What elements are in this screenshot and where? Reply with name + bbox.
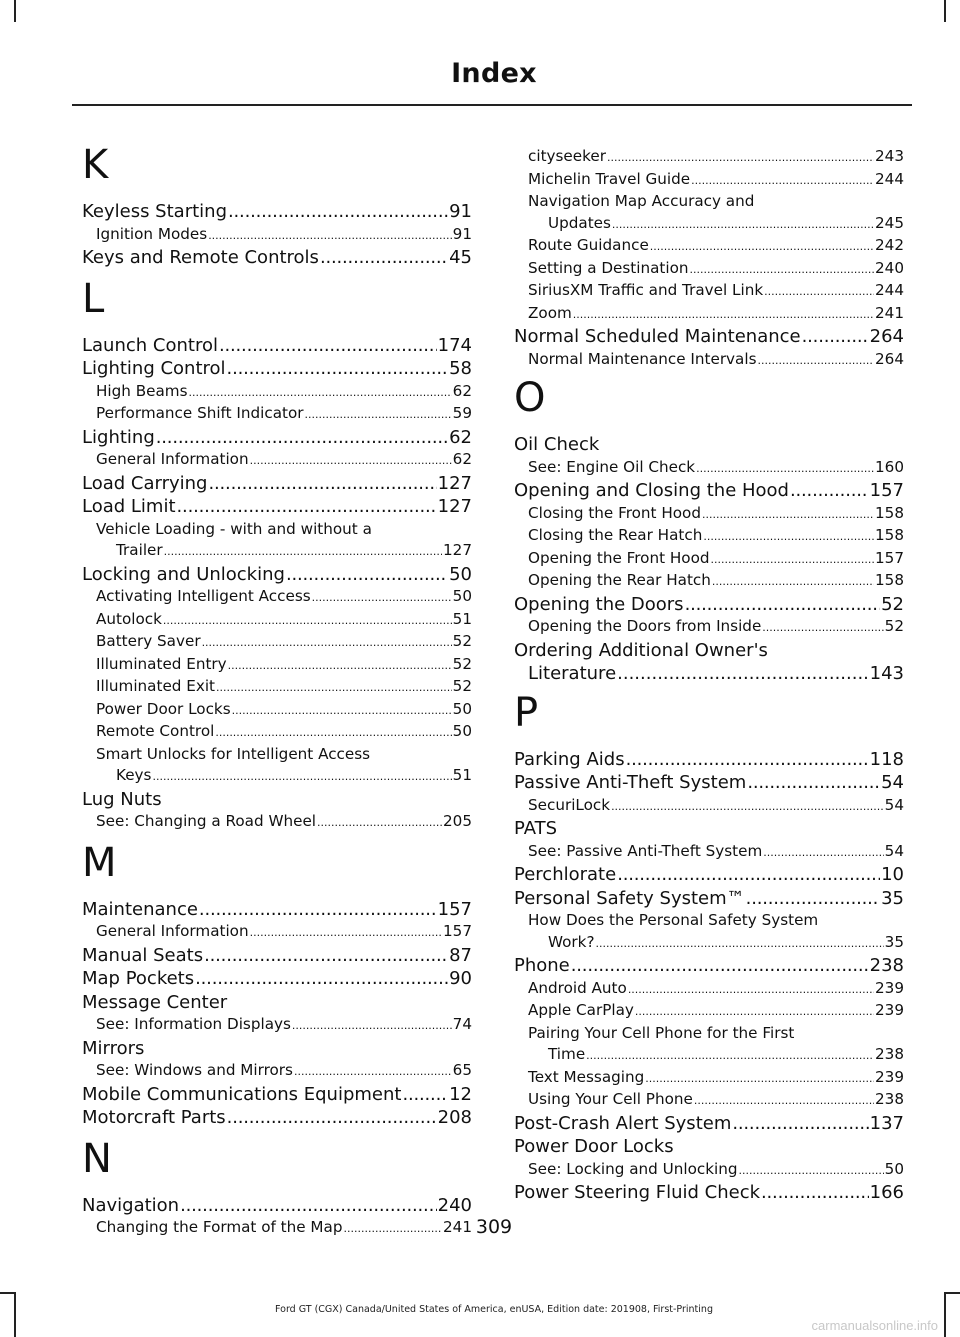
index-entry[interactable]: Opening the Doors ..... 52: [514, 593, 904, 617]
index-subentry[interactable]: Battery Saver ..... 52: [82, 631, 472, 654]
section-letter: N: [82, 1135, 112, 1182]
section-letter: P: [514, 689, 539, 736]
index-entry[interactable]: Oil Check: [514, 434, 600, 455]
index-entry[interactable]: Map Pockets ..... 90: [82, 967, 472, 991]
index-subentry[interactable]: Michelin Travel Guide ..... 244: [514, 169, 904, 192]
index-subentry[interactable]: See: Passive Anti-Theft System ..... 54: [514, 841, 904, 864]
index-subentry[interactable]: Using Your Cell Phone ..... 238: [514, 1089, 904, 1112]
section-letter: M: [82, 839, 117, 886]
index-subentry[interactable]: Setting a Destination ..... 240: [514, 258, 904, 281]
index-subentry[interactable]: See: Engine Oil Check ..... 160: [514, 457, 904, 480]
index-subentry[interactable]: Illuminated Entry ..... 52: [82, 654, 472, 677]
index-subentry[interactable]: High Beams ..... 62: [82, 381, 472, 404]
section-letter: L: [82, 275, 105, 322]
index-entry[interactable]: Maintenance ..... 157: [82, 898, 472, 922]
index-entry[interactable]: Perchlorate ..... 10: [514, 863, 904, 887]
index-subentry[interactable]: Smart Unlocks for Intelligent Access Keys ..... 51: [82, 744, 472, 788]
index-entry[interactable]: Power Steering Fluid Check ..... 166: [514, 1181, 904, 1205]
index-subentry[interactable]: cityseeker ..... 243: [514, 146, 904, 169]
index-subentry[interactable]: Apple CarPlay ..... 239: [514, 1000, 904, 1023]
index-subentry[interactable]: Closing the Rear Hatch ..... 158: [514, 525, 904, 548]
crop-mark: [0, 1292, 16, 1294]
index-subentry[interactable]: Ignition Modes ..... 91: [82, 224, 472, 247]
index-entry[interactable]: Lighting Control ..... 58: [82, 357, 472, 381]
index-entry[interactable]: Load Carrying ..... 127: [82, 472, 472, 496]
index-entry[interactable]: Lighting ..... 62: [82, 426, 472, 450]
crop-mark: [14, 0, 16, 22]
index-subentry[interactable]: Pairing Your Cell Phone for the First Time ..... 238: [514, 1023, 904, 1067]
watermark: carmanualsonline.info: [811, 1318, 938, 1333]
index-entry[interactable]: Locking and Unlocking ..... 50: [82, 563, 472, 587]
index-entry[interactable]: Load Limit ..... 127: [82, 495, 472, 519]
index-subentry[interactable]: See: Windows and Mirrors ..... 65: [82, 1060, 472, 1083]
crop-mark: [944, 1292, 960, 1294]
crop-mark: [944, 0, 946, 22]
index-entry[interactable]: Keyless Starting ..... 91: [82, 200, 472, 224]
index-subentry[interactable]: Opening the Doors from Inside ..... 52: [514, 616, 904, 639]
index-subentry[interactable]: Navigation Map Accuracy and Updates ..... 245: [514, 191, 904, 235]
index-subentry[interactable]: General Information ..... 157: [82, 921, 472, 944]
index-subentry[interactable]: Zoom ..... 241: [514, 303, 904, 326]
index-entry[interactable]: PATS: [514, 818, 558, 839]
index-entry[interactable]: Launch Control ..... 174: [82, 334, 472, 358]
index-entry[interactable]: Passive Anti-Theft System ..... 54: [514, 771, 904, 795]
index-entry[interactable]: Normal Scheduled Maintenance ..... 264: [514, 325, 904, 349]
index-subentry[interactable]: Illuminated Exit ..... 52: [82, 676, 472, 699]
footer-edition-info: Ford GT (CGX) Canada/United States of America, enUSA, Edition date: 201908, First-Printing: [275, 1304, 713, 1315]
index-subentry[interactable]: Normal Maintenance Intervals ..... 264: [514, 349, 904, 372]
index-subentry[interactable]: General Information ..... 62: [82, 449, 472, 472]
index-subentry[interactable]: Android Auto ..... 239: [514, 978, 904, 1001]
index-entry[interactable]: Power Door Locks: [514, 1136, 674, 1157]
index-subentry[interactable]: Text Messaging ..... 239: [514, 1067, 904, 1090]
index-subentry[interactable]: Power Door Locks ..... 50: [82, 699, 472, 722]
index-subentry[interactable]: Autolock ..... 51: [82, 609, 472, 632]
index-entry[interactable]: Navigation ..... 240: [82, 1194, 472, 1218]
index-entry[interactable]: Motorcraft Parts ..... 208: [82, 1106, 472, 1130]
section-letter: K: [82, 142, 109, 188]
index-subentry[interactable]: Opening the Rear Hatch ..... 158: [514, 570, 904, 593]
index-subentry[interactable]: Vehicle Loading - with and without a Trailer ..... 127: [82, 519, 472, 563]
index-subentry[interactable]: See: Information Displays ..... 74: [82, 1014, 472, 1037]
page-number: 309: [475, 1216, 513, 1238]
index-entry[interactable]: Lug Nuts: [82, 788, 162, 810]
index-subentry[interactable]: Activating Intelligent Access ..... 50: [82, 586, 472, 609]
header-divider: [72, 104, 912, 106]
index-subentry[interactable]: Performance Shift Indicator ..... 59: [82, 403, 472, 426]
index-subentry[interactable]: Route Guidance ..... 242: [514, 235, 904, 258]
index-entry[interactable]: Parking Aids ..... 118: [514, 748, 904, 772]
index-entry[interactable]: Post-Crash Alert System ..... 137: [514, 1112, 904, 1136]
index-subentry[interactable]: SiriusXM Traffic and Travel Link ..... 244: [514, 280, 904, 303]
index-entry[interactable]: Phone ..... 238: [514, 954, 904, 978]
index-entry[interactable]: Message Center: [82, 991, 228, 1013]
index-subentry[interactable]: See: Locking and Unlocking ..... 50: [514, 1159, 904, 1182]
index-subentry[interactable]: Opening the Front Hood ..... 157: [514, 548, 904, 571]
index-column-right: [514, 146, 904, 1205]
index-entry[interactable]: Manual Seats ..... 87: [82, 944, 472, 968]
index-subentry[interactable]: SecuriLock ..... 54: [514, 795, 904, 818]
index-entry[interactable]: Opening and Closing the Hood ..... 157: [514, 479, 904, 503]
index-entry[interactable]: Ordering Additional Owner's Literature ..... 143: [514, 639, 904, 686]
index-column-left: [82, 136, 472, 1240]
index-entry[interactable]: Keys and Remote Controls ..... 45: [82, 246, 472, 270]
index-entry[interactable]: Personal Safety System™ ..... 35: [514, 887, 904, 911]
index-subentry[interactable]: See: Changing a Road Wheel ..... 205: [82, 811, 472, 834]
index-subentry[interactable]: Changing the Format of the Map ..... 241: [82, 1217, 472, 1240]
index-subentry[interactable]: Remote Control ..... 50: [82, 721, 472, 744]
index-subentry[interactable]: How Does the Personal Safety System Work? ..... 35: [514, 910, 904, 954]
index-subentry[interactable]: Closing the Front Hood ..... 158: [514, 503, 904, 526]
page-title: Index: [451, 58, 537, 89]
index-entry[interactable]: Mobile Communications Equipment ..... 12: [82, 1083, 472, 1107]
section-letter: O: [514, 375, 546, 421]
index-entry[interactable]: Mirrors: [82, 1037, 145, 1059]
